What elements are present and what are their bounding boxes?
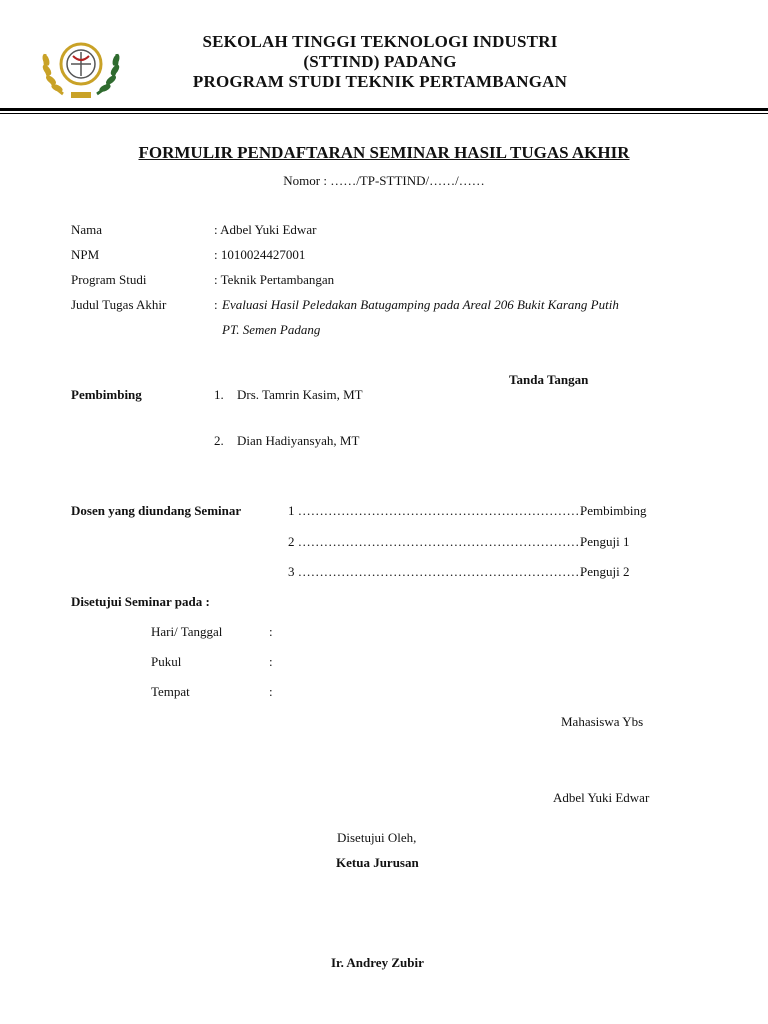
mahasiswa-title: Mahasiswa Ybs (561, 714, 644, 729)
header-line2: (STTIND) PADANG (303, 52, 457, 71)
nama-value: : Adbel Yuki Edwar (214, 222, 317, 237)
pembimbing-2-number: 2. (214, 433, 224, 448)
header-line3: PROGRAM STUDI TEKNIK PERTAMBANGAN (192, 72, 568, 91)
dosen-line-1: 1 ………………………………………………………… (288, 503, 584, 518)
form-title: FORMULIR PENDAFTARAN SEMINAR HASIL TUGAS AKHIR (138, 143, 630, 162)
approval-place-colon: : (269, 684, 273, 699)
judul-line2: PT. Semen Padang (222, 322, 321, 337)
approval-place-label: Tempat (151, 684, 190, 699)
dosen-line-3: 3 ………………………………………………………… (288, 564, 584, 579)
judul-label: Judul Tugas Akhir (71, 297, 167, 312)
header-divider (0, 108, 768, 111)
pembimbing-label: Pembimbing (71, 387, 142, 402)
npm-value: : 1010024427001 (214, 247, 306, 262)
signature-header: Tanda Tangan (509, 372, 589, 387)
dosen-role-1: Pembimbing (580, 503, 647, 518)
mahasiswa-name: Adbel Yuki Edwar (553, 790, 650, 805)
judul-colon: : (214, 297, 218, 312)
pembimbing-1-number: 1. (214, 387, 224, 402)
disetujui-oleh: Disetujui Oleh, (337, 830, 417, 845)
npm-label: NPM (71, 247, 100, 262)
approval-time-label: Pukul (151, 654, 182, 669)
logo-emblem-icon (35, 30, 125, 102)
pembimbing-2-name: Dian Hadiyansyah, MT (237, 433, 360, 448)
header-line1: SEKOLAH TINGGI TEKNOLOGI INDUSTRI (202, 32, 558, 51)
dosen-line-2: 2 ………………………………………………………… (288, 534, 584, 549)
form-number: Nomor : ……/TP-STTIND/……/…… (283, 173, 485, 188)
prodi-value: : Teknik Pertambangan (214, 272, 335, 287)
header-divider-thin (0, 113, 768, 114)
dosen-label: Dosen yang diundang Seminar (71, 503, 242, 518)
approval-label: Disetujui Seminar pada : (71, 594, 210, 609)
institution-logo (35, 30, 125, 102)
judul-line1: Evaluasi Hasil Peledakan Batugamping pada Areal 206 Bukit Karang Putih (222, 297, 619, 312)
approval-time-colon: : (269, 654, 273, 669)
pembimbing-1-name: Drs. Tamrin Kasim, MT (237, 387, 363, 402)
approval-date-label: Hari/ Tanggal (151, 624, 223, 639)
prodi-label: Program Studi (71, 272, 147, 287)
dosen-role-2: Penguji 1 (580, 534, 630, 549)
ketua-title: Ketua Jurusan (336, 855, 419, 870)
ketua-name: Ir. Andrey Zubir (331, 955, 424, 970)
dosen-role-3: Penguji 2 (580, 564, 630, 579)
nama-label: Nama (71, 222, 103, 237)
approval-date-colon: : (269, 624, 273, 639)
